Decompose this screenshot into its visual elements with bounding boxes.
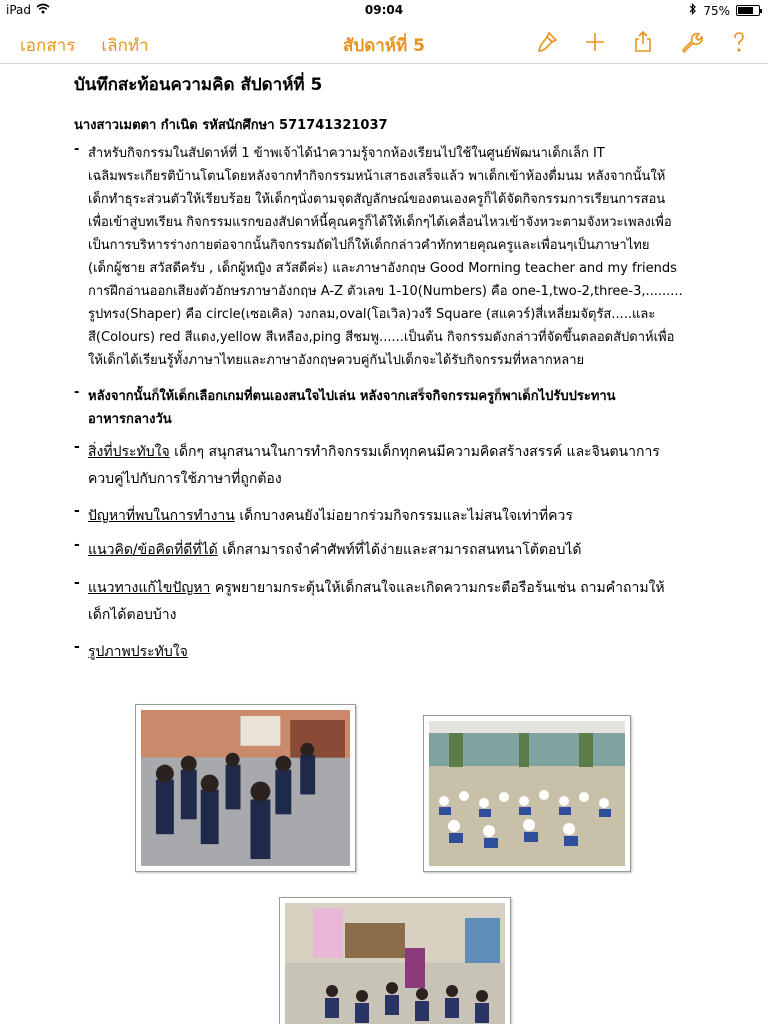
brush-icon[interactable] xyxy=(532,28,562,56)
undo-button[interactable]: เลิกทำ xyxy=(101,36,149,56)
battery-fill xyxy=(738,7,753,14)
section-impressed xyxy=(74,439,694,493)
doc-heading: บันทึกสะท้อนความคิด สัปดาห์ที่ 5 xyxy=(74,75,323,95)
photo-hall-image xyxy=(429,721,625,866)
paragraph-line: ให้เด็กได้เรียนรู้ทั้งภาษาไทยและภาษาอังกฤษควบคู่กันไปเด็กจะได้รับกิจกรรมที่หลากหลาย xyxy=(88,353,585,368)
bullet: - xyxy=(74,142,80,157)
help-icon[interactable] xyxy=(724,28,754,56)
document-canvas[interactable] xyxy=(0,65,768,1024)
photos-heading: รูปภาพประทับใจ xyxy=(88,644,188,660)
documents-button[interactable]: เอกสาร xyxy=(20,36,76,56)
wrench-icon[interactable] xyxy=(676,28,706,56)
photo-hall-gathering[interactable] xyxy=(423,715,631,872)
share-icon[interactable] xyxy=(628,28,658,56)
bullet: - xyxy=(74,639,80,655)
photo-dance-image xyxy=(141,710,350,866)
paragraph-line: หลังจากนั้นก็ให้เด็กเลือกเกมที่ตนเองสนใจไปเล่น หลังจากเสร็จกิจกรรมครูก็พาเด็กไปรับประทาน xyxy=(88,389,616,404)
solutions-text-2: เด็กได้ตอบบ้าง xyxy=(88,607,177,623)
paragraph-activities xyxy=(74,142,694,372)
paragraph-line: เพื่อเข้าสู่บทเรียน กิจกรรมแรกของสัปดาห์นี้คุณครูก็ได้ให้เด็กๆได้เคลื่อนไหวเข้าจังหวะตามจังหวะเพลงเพื่อ xyxy=(88,215,672,230)
device-label: iPad xyxy=(6,3,32,17)
ideas-text: เด็กสามารถจำคำศัพท์ที่ได้ง่ายและสามารถสนทนาโต้ตอบได้ xyxy=(217,542,582,558)
solutions-heading: แนวทางแก้ไขปัญหา xyxy=(88,580,211,596)
clock: 09:04 xyxy=(364,3,404,17)
plus-icon[interactable] xyxy=(580,28,610,56)
photo-classroom[interactable] xyxy=(279,897,511,1024)
photo-dance-activity[interactable] xyxy=(135,704,356,872)
paragraph-line: เป็นการบริหารร่างกายต่อจากนั้นกิจกรรมถัดไปก็ให้เด็กกล่าวคำทักทายคุณครูและเพื่อนๆเป็นภาษาไทย xyxy=(88,238,650,253)
photo-classroom-image xyxy=(285,903,505,1024)
document-title: สัปดาห์ที่ 5 xyxy=(343,36,425,56)
problems-text: เด็กบางคนยังไม่อยากร่วมกิจกรรมและไม่สนใจเท่าที่ควร xyxy=(234,508,573,524)
paragraph-line: (เด็กผู้ชาย สวัสดีครับ , เด็กผู้หญิง สวัสดีค่ะ) และภาษาอังกฤษ Good Morning teacher and my friends xyxy=(88,261,677,276)
section-problems xyxy=(74,503,694,530)
impressed-text-2: ควบคู่ไปกับการใช้ภาษาที่ถูกต้อง xyxy=(88,471,282,487)
paragraph-line: รูปทรง(Shaper) คือ circle(เซอเคิล) วงกลม,oval(โอเวิล)วงรี Square (สแควร์)สี่เหลี่ยมจัตุรัส.....และ xyxy=(88,307,656,322)
bullet: - xyxy=(74,575,80,591)
impressed-text-1: เด็กๆ สนุกสนานในการทำกิจกรรมเด็กทุกคนมีความคิดสร้างสรรค์ และจินตนาการ xyxy=(169,444,660,460)
paragraph-after-activity xyxy=(74,385,694,431)
bullet: - xyxy=(74,537,80,553)
paragraph-line: สำหรับกิจกรรมในสัปดาห์ที่ 1 ข้าพเจ้าได้นำความรู้จากห้องเรียนไปใช้ในศูนย์พัฒนาเด็กเล็ก IT xyxy=(88,146,605,161)
impressed-heading: สิ่งที่ประทับใจ xyxy=(88,444,170,460)
bullet: - xyxy=(74,385,80,400)
doc-author-line: นางสาวเมตตา กำเนิด รหัสนักศึกษา 571741321037 xyxy=(74,118,388,133)
bullet: - xyxy=(74,503,80,519)
status-bar xyxy=(0,0,768,20)
ideas-heading: แนวคิด/ข้อคิดที่ดีที่ได้ xyxy=(88,542,218,558)
bluetooth-icon xyxy=(689,3,697,18)
problems-heading: ปัญหาที่พบในการทำงาน xyxy=(88,508,235,524)
paragraph-line: การฝึกอ่านออกเสียงตัวอักษรภาษาอังกฤษ A-Z ตัวเลข 1-10(Numbers) คือ one-1,two-2,three-3,......... xyxy=(88,284,683,299)
paragraph-line: เฉลิมพระเกียรติบ้านโตนโดยหลังจากทำกิจกรรมหน้าเสาธงเสร็จแล้ว พาเด็กเข้าห้องดื่มนม หลังจากนั้นให้ xyxy=(88,169,666,184)
solutions-text-1: ครูพยายามกระตุ้นให้เด็กสนใจและเกิดความกระตือรือร้นเช่น ถามคำถามให้ xyxy=(210,580,665,596)
section-photos xyxy=(74,639,694,666)
paragraph-line: สี(Colours) red สีแดง,yellow สีเหลือง,ping สีชมพู......เป็นต้น กิจกรรมดังกล่าวที่จัดขึ้นตลอดสัปดาห์เพื่อ xyxy=(88,330,675,345)
paragraph-line: เด็กทำธุระส่วนตัวให้เรียบร้อย ให้เด็กๆนั่งตามจุดสัญลักษณ์ของตนเองครูก็ได้จัดกิจกรรมการเรียนการสอน xyxy=(88,192,666,207)
bullet: - xyxy=(74,439,80,455)
battery-icon xyxy=(736,5,760,16)
section-solutions xyxy=(74,575,694,629)
section-ideas xyxy=(74,537,694,564)
toolbar xyxy=(0,20,768,64)
paragraph-line: อาหารกลางวัน xyxy=(88,412,172,427)
battery-percent: 75% xyxy=(703,3,730,18)
